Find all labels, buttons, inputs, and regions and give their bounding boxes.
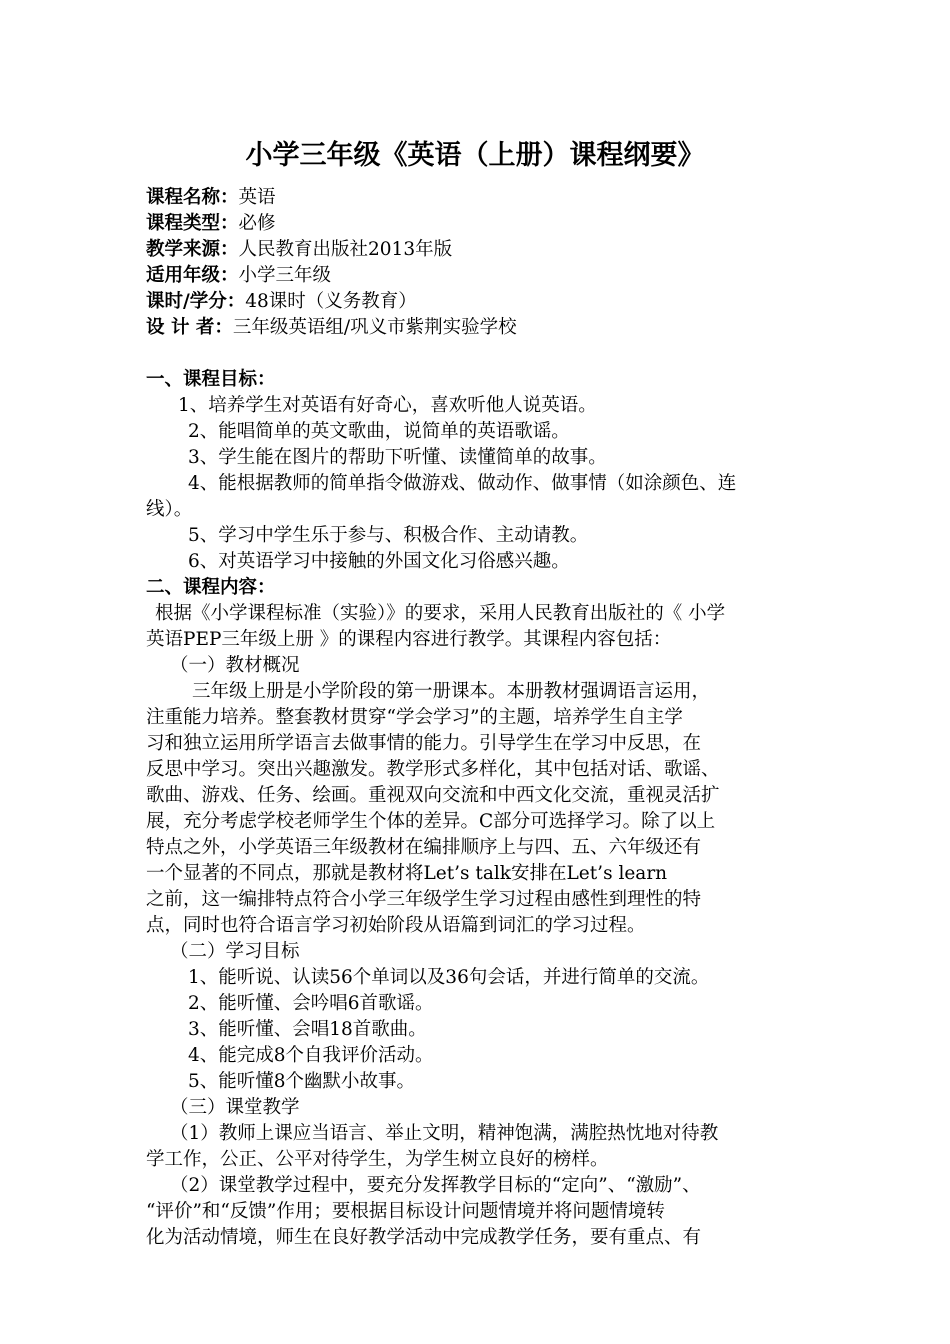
info-row: 课程名称：英语 (146, 187, 276, 208)
list-item: 3、能听懂、会唱18首歌曲。 (188, 1019, 427, 1040)
paragraph-line: 英语PEP三年级上册 》的课程内容进行教学。其课程内容包括： (146, 629, 672, 650)
subsection-heading: （三）课堂教学 (170, 1097, 300, 1118)
list-item: 1、培养学生对英语有好奇心，喜欢听他人说英语。 (178, 395, 597, 416)
list-item: 1、能听说、认读56个单词以及36句会话，并进行简单的交流。 (188, 967, 710, 988)
document-title: 小学三年级《英语（上册）课程纲要》 (245, 140, 705, 171)
document-body (146, 185, 812, 1251)
section-heading: 二、课程内容： (146, 577, 276, 598)
paragraph-line: 化为活动情境，师生在良好教学活动中完成教学任务，要有重点、有 (146, 1227, 702, 1248)
section-course-goals (146, 367, 812, 575)
paragraph-line: 展，充分考虑学校老师学生个体的差异。C部分可选择学习。除了以上 (146, 811, 716, 832)
info-row: 课程类型：必修 (146, 213, 276, 234)
paragraph-line: 反思中学习。突出兴趣激发。教学形式多样化，其中包括对话、歌谣、 (146, 759, 720, 780)
paragraph-line: 注重能力培养。整套教材贯穿“学会学习”的主题，培养学生自主学 (146, 707, 683, 728)
list-item: 2、能唱简单的英文歌曲，说简单的英语歌谣。 (188, 421, 570, 442)
paragraph-line: 特点之外，小学英语三年级教材在编排顺序上与四、五、六年级还有 (146, 837, 702, 858)
list-item: 2、能听懂、会吟唱6首歌谣。 (188, 993, 434, 1014)
paragraph-line: “评价”和“反馈”作用；要根据目标设计问题情境并将问题情境转 (146, 1201, 665, 1222)
paragraph-line: 点，同时也符合语言学习初始阶段从语篇到词汇的学习过程。 (146, 915, 646, 936)
list-item: 5、学习中学生乐于参与、积极合作、主动请教。 (188, 525, 589, 546)
section-heading: 一、课程目标： (146, 369, 276, 390)
info-row: 课时/学分：48课时（义务教育） (146, 291, 417, 312)
list-item: 6、对英语学习中接触的外国文化习俗感兴趣。 (188, 551, 570, 572)
paragraph-line: （1）教师上课应当语言、举止文明，精神饱满，满腔热忱地对待教 (170, 1123, 719, 1144)
info-row: 适用年级：小学三年级 (146, 265, 332, 286)
paragraph-line: 习和独立运用所学语言去做事情的能力。引导学生在学习中反思，在 (146, 733, 702, 754)
list-item: 3、学生能在图片的帮助下听懂、读懂简单的故事。 (188, 447, 607, 468)
section-course-content (146, 575, 812, 1251)
paragraph-line: 根据《小学课程标准（实验）》的要求，采用人民教育出版社的《 小学 (155, 603, 726, 624)
paragraph-line: 歌曲、游戏、任务、绘画。重视双向交流和中西文化交流，重视灵活扩 (146, 785, 720, 806)
subsection-heading: （一）教材概况 (170, 655, 300, 676)
paragraph-line: 学工作，公正、公平对待学生，为学生树立良好的榜样。 (146, 1149, 609, 1170)
course-info (146, 185, 812, 341)
paragraph-line: （2）课堂教学过程中，要充分发挥教学目标的“定向”、“激励”、 (170, 1175, 701, 1196)
subsection-heading: （二）学习目标 (170, 941, 300, 962)
info-row: 教学来源：人民教育出版社2013年版 (146, 239, 453, 260)
list-item: 4、能根据教师的简单指令做游戏、做动作、做事情（如涂颜色、连 (188, 473, 737, 494)
paragraph-line: 之前，这一编排特点符合小学三年级学生学习过程由感性到理性的特 (146, 889, 702, 910)
list-item: 5、能听懂8个幽默小故事。 (188, 1071, 416, 1092)
list-item: 4、能完成8个自我评价活动。 (188, 1045, 434, 1066)
paragraph-line: 三年级上册是小学阶段的第一册课本。本册教材强调语言运用， (192, 681, 711, 702)
list-item-continuation: 线）。 (146, 499, 193, 520)
paragraph-line: 一个显著的不同点，那就是教材将Let’s talk安排在Let’s learn (146, 863, 668, 884)
info-row: 设 计 者：三年级英语组/巩义市紫荆实验学校 (146, 317, 517, 338)
